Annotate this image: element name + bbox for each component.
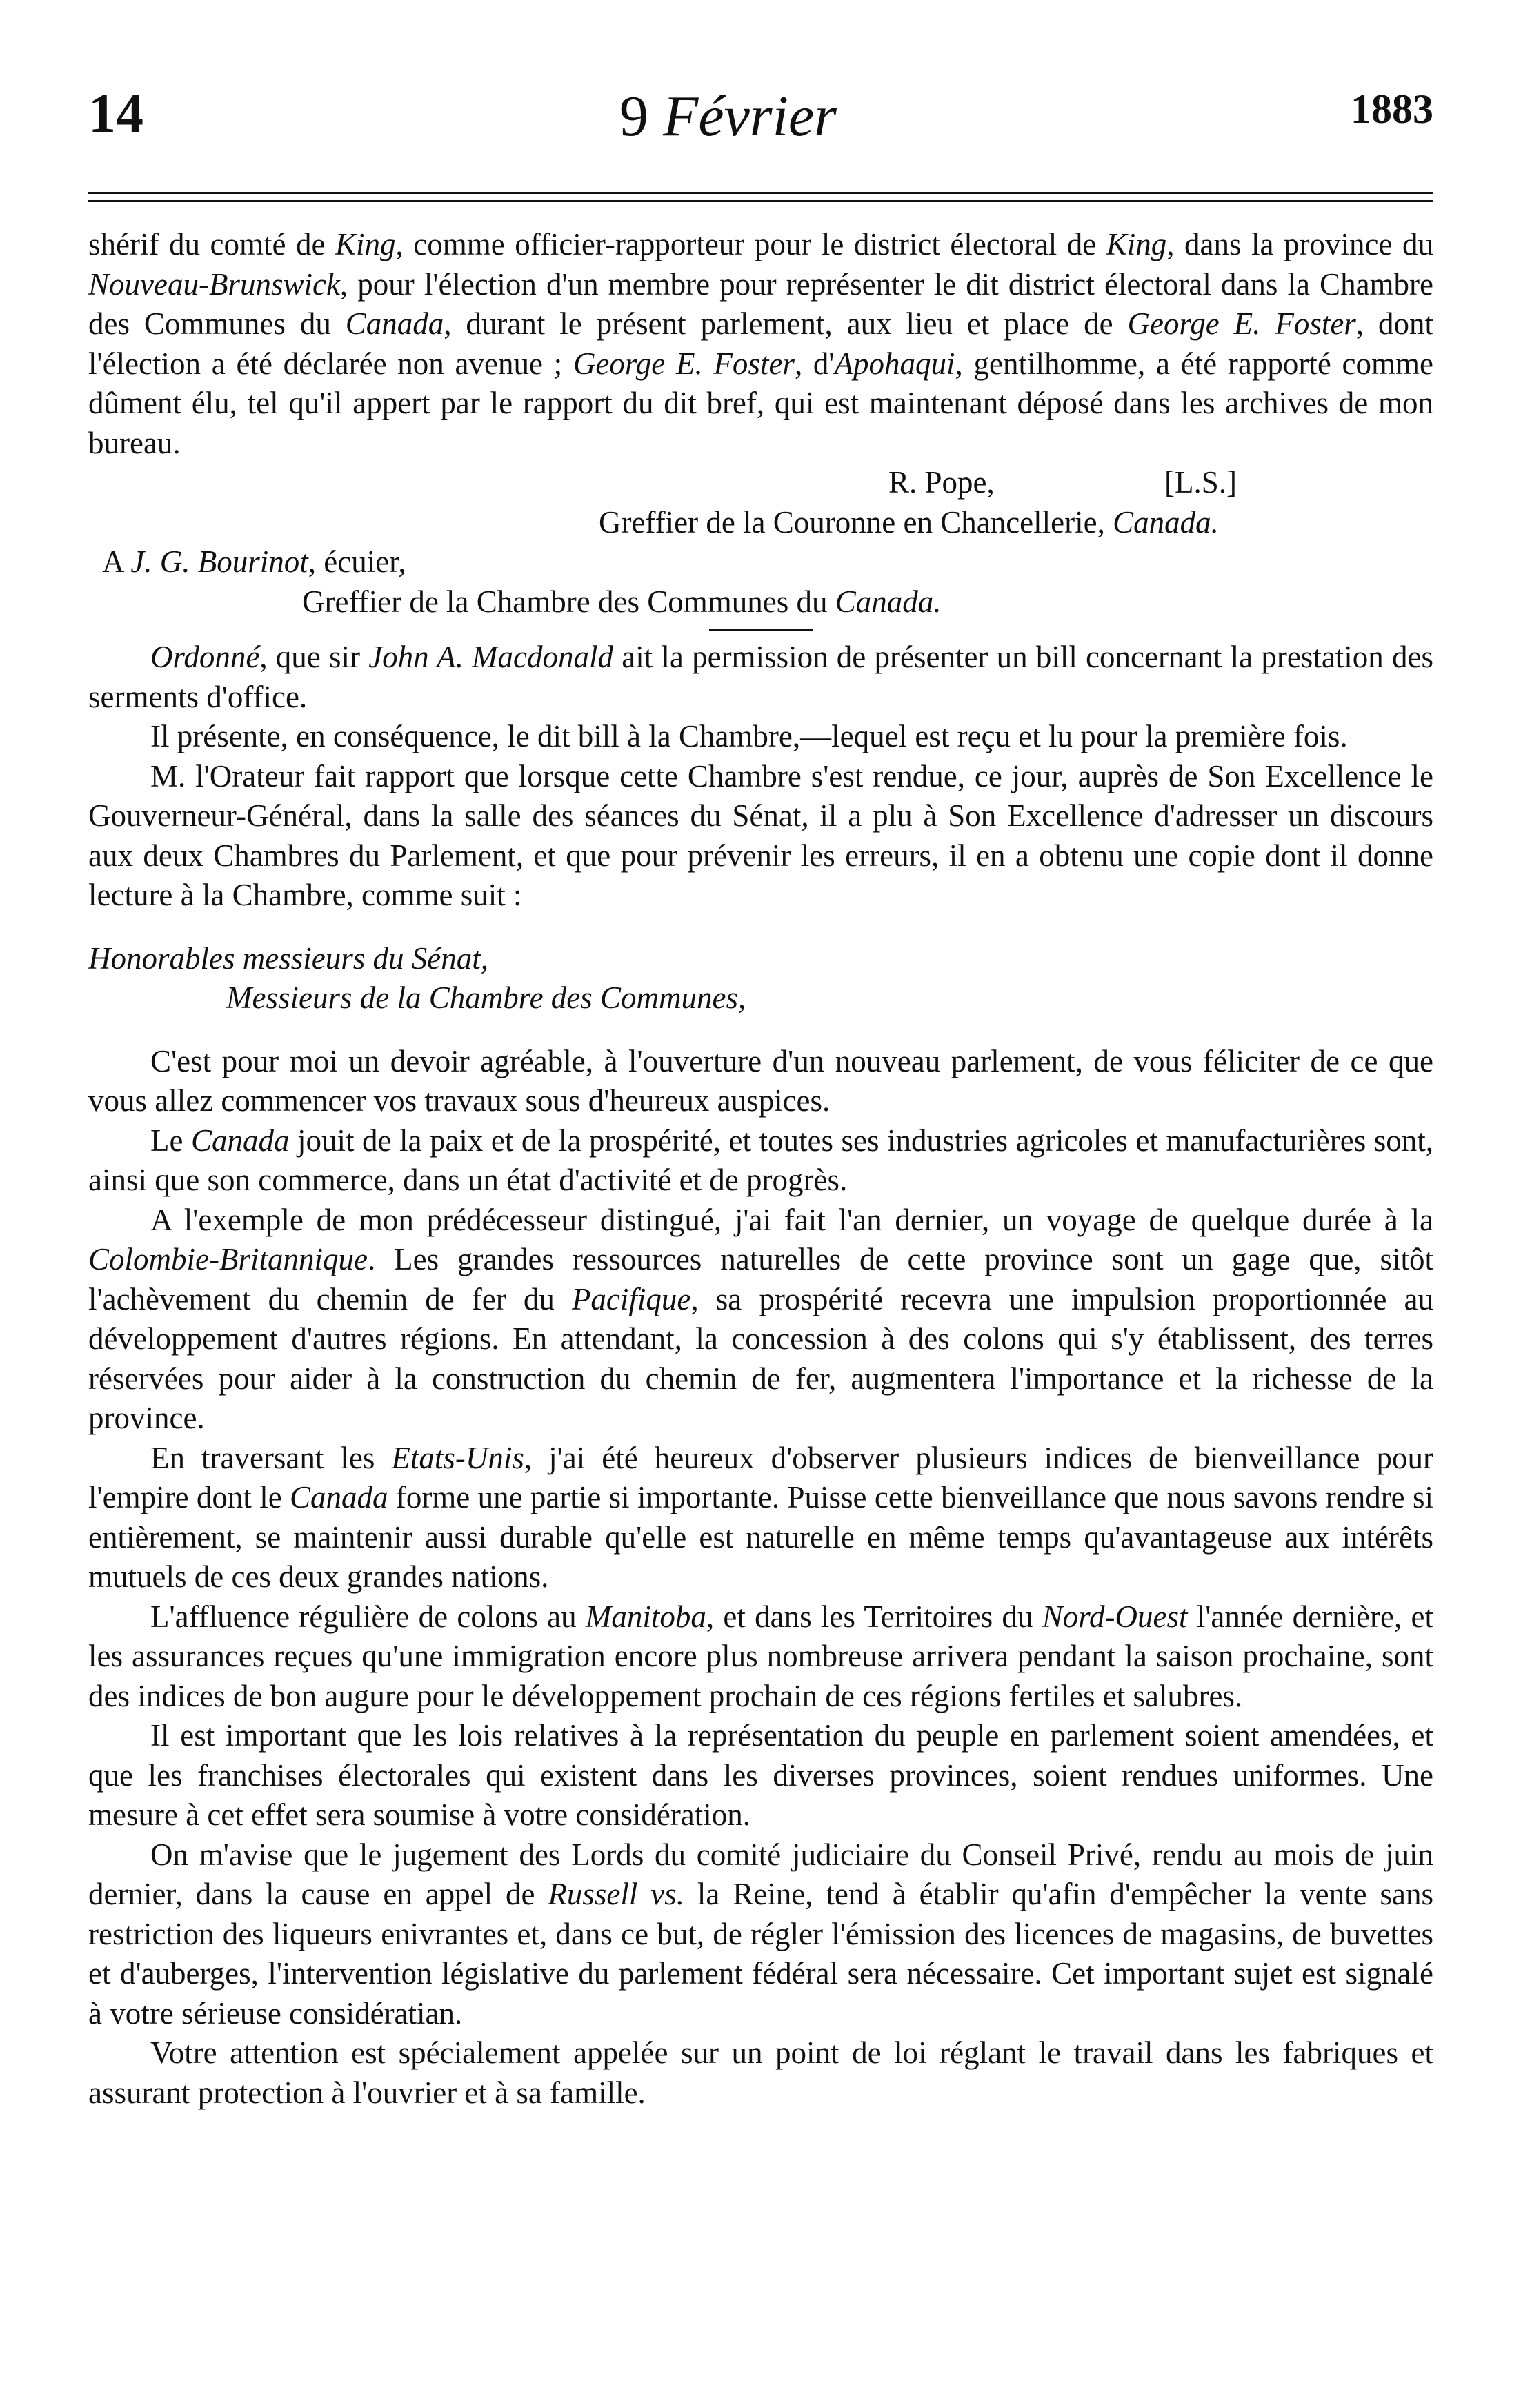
document-body bbox=[88, 225, 1433, 2113]
seal-mark: [L.S.] bbox=[1164, 465, 1237, 500]
speech-paragraph: Il est important que les lois relatives à la représentation du peuple en parlement soient amendées, et que les franchises électorales qui existent dans les diverses provinces, soient rendues uniformes. Une mesure à cet effet sera soumise à votre considération. bbox=[88, 1718, 1433, 1832]
header-date bbox=[619, 83, 837, 150]
speech-paragraph: On m'avise que le jugement des Lords du comité judiciaire du Conseil Privé, rendu au mois de juin dernier, dans la cause en appel de Russell vs. la Reine, tend à établir qu'afin d'empêcher la vente sans restriction des liqueurs enivrantes et, dans ce but, de régler l'émission des licences de magasins, de buvettes et d'auberges, l'intervention législative du parlement fédéral sera nécessaire. Cet important sujet est signalé à votre sérieuse considératian. bbox=[88, 1837, 1434, 2031]
page-header bbox=[88, 83, 1433, 166]
salutation-senate: Honorables messieurs du Sénat, bbox=[88, 940, 488, 976]
addressee: A J. G. Bourinot, écuier, bbox=[102, 544, 406, 579]
speech-paragraph: A l'exemple de mon prédécesseur distingué, j'ai fait l'an dernier, un voyage de quelque durée à la Colombie-Britannique. Les grandes ressources naturelles de cette province sont un gage que, sitôt l'achèvement du chemin de fer du Pacifique, sa prospérité recevra une impulsion proportionnée au développement d'autres régions. En attendant, la concession à des colons qui s'y établissent, des terres réservées pour aider à la construction du chemin de fer, augmentera l'importance et la richesse de la province. bbox=[88, 1202, 1433, 1435]
speech-paragraph: Votre attention est spécialement appelée sur un point de loi réglant le travail dans les fabriques et assurant protection à l'ouvrier et à sa famille. bbox=[88, 2035, 1433, 2110]
signature-line bbox=[88, 463, 1433, 503]
header-rule-bottom bbox=[88, 200, 1433, 202]
speech-paragraph: Le Canada jouit de la paix et de la prospérité, et toutes ses industries agricoles et manufacturières sont, ainsi que son commerce, dans un état d'activité et de progrès. bbox=[88, 1123, 1433, 1197]
writ-paragraph: shérif du comté de King, comme officier-rapporteur pour le district électoral de King, dans la province du Nouveau-Brunswick, pour l'élection d'un membre pour représenter le dit district électoral dans la Chambre des Communes du Canada, durant le présent parlement, aux lieu et place de George E. Foster, dont l'élection a été déclarée non avenue ; George E. Foster, d'Apohaqui, gentilhomme, a été rapporté comme dûment élu, tel qu'il appert par le rapport du dit bref, qui est maintenant déposé dans les archives de mon bureau. bbox=[88, 227, 1434, 460]
signatory-title: Greffier de la Couronne en Chancellerie, Canada. bbox=[599, 504, 1219, 540]
addressee-title: Greffier de la Chambre des Communes du Canada. bbox=[302, 584, 942, 619]
signatory-name: R. Pope, bbox=[888, 465, 995, 500]
order-paragraph: Ordonné, que sir John A. Macdonald ait la permission de présenter un bill concernant la prestation des serments d'office. bbox=[88, 640, 1433, 714]
header-year: 1883 bbox=[1351, 86, 1433, 132]
speech-paragraph: En traversant les Etats-Unis, j'ai été heureux d'observer plusieurs indices de bienveillance pour l'empire dont le Canada forme une partie si importante. Puisse cette bienveillance que nous savons rendre si entièrement, se maintenir aussi durable qu'elle est naturelle en même temps qu'avantageuse aux intérêts mutuels de ces deux grandes nations. bbox=[88, 1440, 1433, 1594]
section-divider bbox=[709, 629, 813, 631]
speaker-paragraph: M. l'Orateur fait rapport que lorsque cette Chambre s'est rendue, ce jour, auprès de Son Excellence le Gouverneur-Général, dans la salle des séances du Sénat, il a plu à Son Excellence d'adresser un discours aux deux Chambres du Parlement, et que pour prévenir les erreurs, il en a obtenu une copie dont il donne lecture à la Chambre, comme suit : bbox=[88, 758, 1433, 912]
page-number: 14 bbox=[88, 83, 143, 144]
header-month: Février bbox=[663, 84, 837, 148]
header-day: 9 bbox=[619, 84, 648, 148]
bill-paragraph: Il présente, en conséquence, le dit bill à la Chambre,—lequel est reçu et lu pour la première fois. bbox=[150, 719, 1348, 753]
speech-paragraph: L'affluence régulière de colons au Manitoba, et dans les Territoires du Nord-Ouest l'année dernière, et les assurances reçues qu'une immigration encore plus nombreuse arrivera pendant la saison prochaine, sont des indices de bon augure pour le développement prochain de ces régions fertiles et salubres. bbox=[88, 1599, 1434, 1713]
header-rule-top bbox=[88, 192, 1433, 194]
salutation-commons: Messieurs de la Chambre des Communes, bbox=[226, 980, 746, 1015]
speech-paragraph: C'est pour moi un devoir agréable, à l'ouverture d'un nouveau parlement, de vous féliciter de ce que vous allez commencer vos travaux sous d'heureux auspices. bbox=[88, 1043, 1433, 1118]
